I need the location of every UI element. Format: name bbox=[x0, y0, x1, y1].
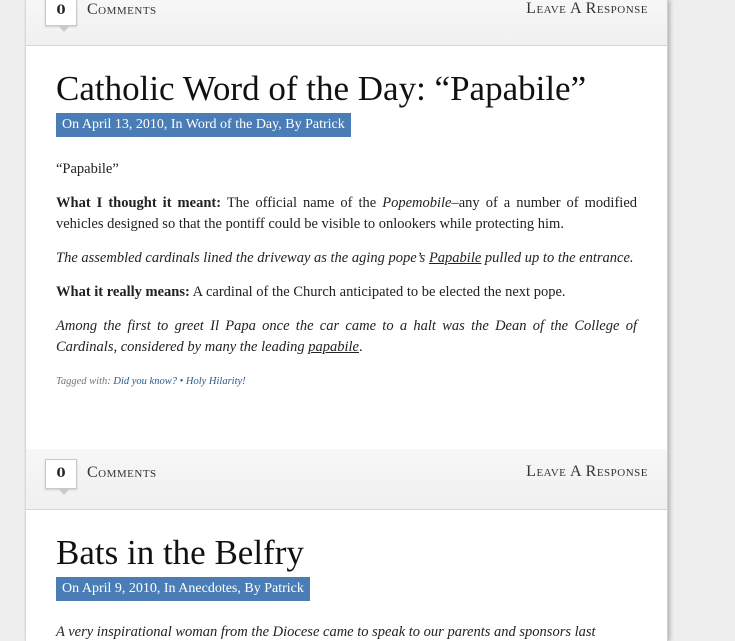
tags-line bbox=[56, 371, 637, 392]
post-meta-bats: On April 9, 2010, In Anecdotes, By Patrick bbox=[56, 577, 310, 601]
post-body-bats bbox=[56, 622, 637, 641]
means-label: What it really means: bbox=[56, 284, 190, 300]
means-paragraph bbox=[56, 282, 637, 303]
comments-link[interactable]: Comments bbox=[87, 464, 157, 481]
post-meta-papabile: On April 13, 2010, In Word of the Day, By Patrick bbox=[56, 113, 351, 137]
tagged-label: Tagged with: bbox=[56, 376, 111, 387]
example2-pre: Among the first to greet Il Papa once the car came to a halt was the Dean of the College of Cardinals, considered by many the leading bbox=[56, 318, 637, 355]
tag-did-you-know[interactable]: Did you know? bbox=[113, 376, 177, 387]
word-text: “Papabile” bbox=[56, 161, 119, 177]
post-title-papabile[interactable]: Catholic Word of the Day: “Papabile” bbox=[56, 69, 587, 108]
word-paragraph bbox=[56, 159, 637, 180]
content-column bbox=[25, 0, 668, 641]
post-body-papabile bbox=[56, 159, 637, 392]
example1-pre: The assembled cardinals lined the driveway as the aging pope’s bbox=[56, 250, 426, 266]
comment-count-badge[interactable]: 0 bbox=[45, 0, 77, 26]
leave-response-link[interactable]: Leave A Response bbox=[526, 463, 648, 480]
comment-count-badge[interactable]: 0 bbox=[45, 459, 77, 489]
tag-holy-hilarity[interactable]: Holy Hilarity! bbox=[185, 376, 246, 387]
comments-link[interactable]: Comments bbox=[87, 1, 157, 18]
thought-post: –any of a number of modified vehicles designed so that the pontiff could be visible to onlookers while protecting him. bbox=[56, 195, 637, 232]
example1-link[interactable]: Papabile bbox=[428, 250, 482, 266]
means-text: A cardinal of the Church anticipated to be elected the next pope. bbox=[192, 284, 566, 300]
post-footer-bar-top bbox=[26, 0, 667, 46]
thought-paragraph bbox=[56, 193, 637, 235]
post-title-bats[interactable]: Bats in the Belfry bbox=[56, 533, 304, 572]
thought-label: What I thought it meant: bbox=[56, 195, 222, 211]
leave-response-link[interactable]: Leave A Response bbox=[526, 0, 648, 17]
tag-separator: • bbox=[179, 376, 184, 387]
post-footer-bar-mid bbox=[26, 449, 667, 510]
thought-pre: The official name of the bbox=[226, 195, 377, 211]
bats-excerpt: A very inspirational woman from the Diocese came to speak to our parents and sponsors last bbox=[56, 624, 596, 640]
example2-link[interactable]: papabile bbox=[308, 339, 359, 355]
example1-paragraph bbox=[56, 248, 637, 269]
example1-post: pulled up to the entrance. bbox=[484, 250, 634, 266]
example2-post: . bbox=[359, 339, 363, 355]
thought-em: Popemobile bbox=[382, 195, 452, 211]
example2-paragraph bbox=[56, 316, 637, 358]
